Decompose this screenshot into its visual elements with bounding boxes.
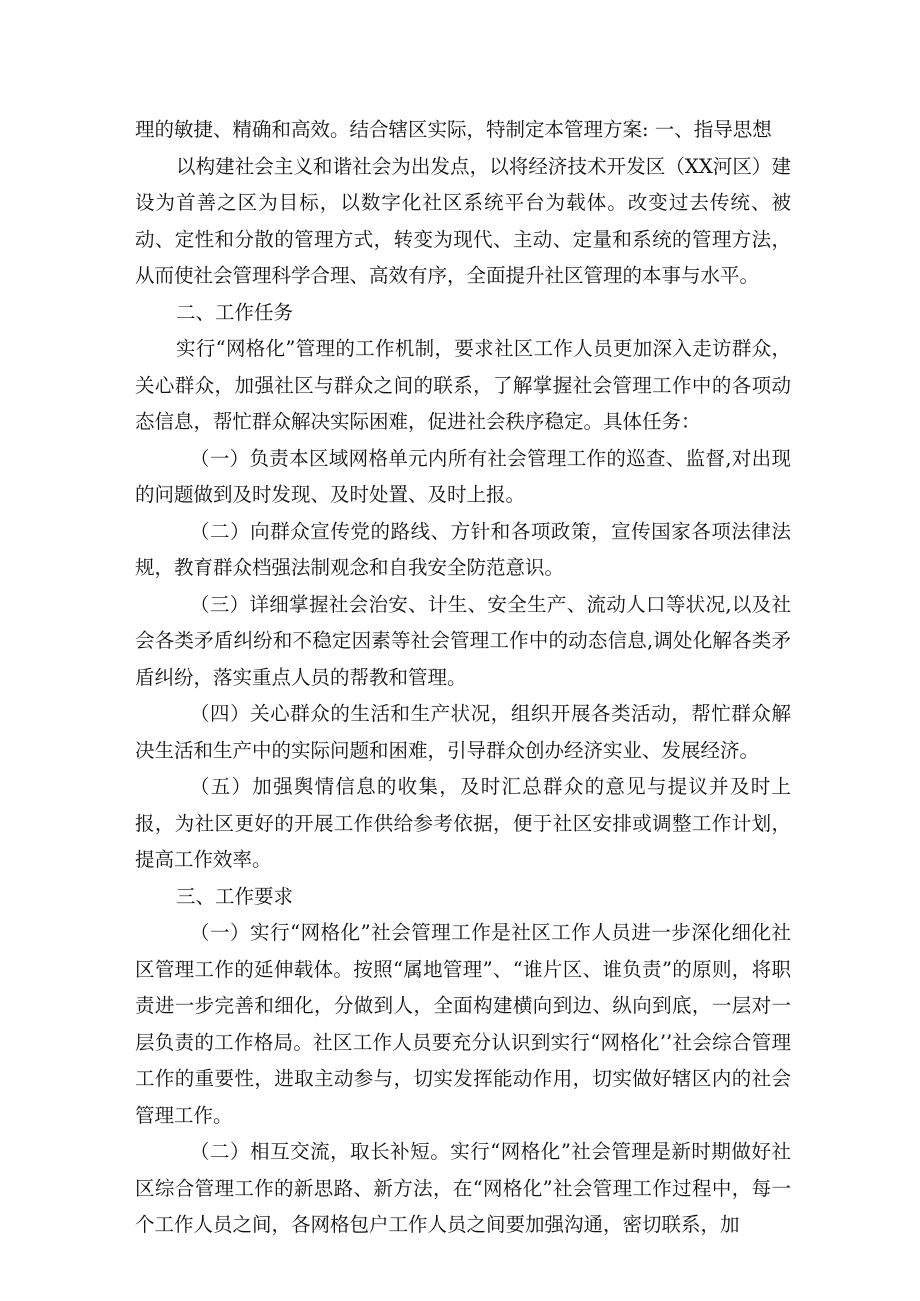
section-heading-work-tasks: 二、工作任务 bbox=[176, 300, 294, 324]
section-heading-work-requirements: 三、工作要求 bbox=[176, 884, 294, 908]
paragraph-work-mechanism: 实行“网格化”管理的工作机制，要求社区工作人员更加深入走访群众，关心群众，加强社区与群众之间的联系，了解掌握社会管理工作中的各项动态信息，帮忙群众解决实际困难，促进社会秩序稳定。具体任务： bbox=[135, 337, 791, 433]
document-body bbox=[135, 112, 791, 1244]
task-item-4: （四）关心群众的生活和生产状况，组织开展各类活动，帮忙群众解决生活和生产中的实际问题和困难，引导群众创办经济实业、发展经济。 bbox=[135, 702, 791, 762]
task-item-5: （五）加强舆情信息的收集，及时汇总群众的意见与提议并及时上报，为社区更好的开展工作供给参考依据，便于社区安排或调整工作计划，提高工作效率。 bbox=[135, 775, 791, 871]
task-item-3: （三）详细掌握社会治安、计生、安全生产、流动人口等状况,以及社会各类矛盾纠纷和不稳定因素等社会管理工作中的动态信息,调处化解各类矛盾纠纷，落实重点人员的帮教和管理。 bbox=[135, 592, 791, 689]
task-item-1: （一）负责本区域网格单元内所有社会管理工作的巡查、监督,对出现的问题做到及时发现、及时处置、及时上报。 bbox=[135, 446, 791, 506]
paragraph-intro-continuation: 理的敏捷、精确和高效。结合辖区实际，特制定本管理方案: 一、指导思想 bbox=[135, 118, 772, 141]
requirement-item-1: （一）实行“网格化”社会管理工作是社区工作人员进一步深化细化社区管理工作的延伸载体。按照“属地管理”、“谁片区、谁负责”的原则，将职责进一步完善和细化，分做到人，全面构建横向到边、纵向到底，一层对一层负责的工作格局。社区工作人员要充分认识到实行“网格化’’社会综合管理工作的重要性，进取主动参与，切实发挥能动作用，切实做好辖区内的社会管理工作。 bbox=[135, 921, 791, 1127]
paragraph-guiding-idea: 以构建社会主义和谐社会为出发点，以将经济技术开发区（XX河区）建设为首善之区为目标，以数字化社区系统平台为载体。改变过去传统、被动、定性和分散的管理方式，转变为现代、主动、定量和系统的管理方法，从而使社会管理科学合理、高效有序，全面提升社区管理的本事与水平。 bbox=[135, 154, 791, 287]
task-item-2: （二）向群众宣传党的路线、方针和各项政策，宣传国家各项法律法规，教育群众档强法制观念和自我安全防范意识。 bbox=[135, 519, 791, 579]
requirement-item-2: （二）相互交流，取长补短。实行“网格化”社会管理是新时期做好社区综合管理工作的新思路、新方法，在“网格化”社会管理工作过程中，每一个工作人员之间，各网格包户工作人员之间要加强沟通，密切联系，加 bbox=[135, 1140, 791, 1236]
